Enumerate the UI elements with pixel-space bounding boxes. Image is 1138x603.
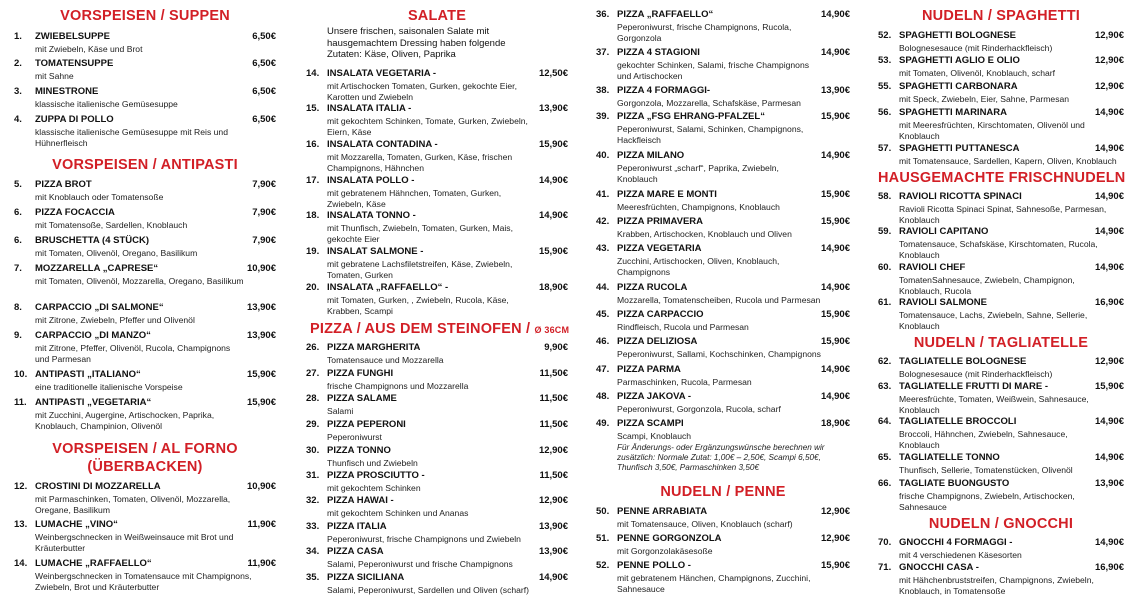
item-name: PIZZA JAKOVA - <box>617 391 692 402</box>
item-description: mit Tomaten, Gurken, , Zwiebeln, Rucola, Käse, Krabben, Scampi <box>327 295 509 316</box>
item-description: mit Mozzarella, Tomaten, Gurken, Käse, frischen Champignons, Hähnchen <box>327 152 513 173</box>
pizza-title-text: PIZZA / AUS DEM STEINOFEN / <box>310 321 531 337</box>
item-price: 14,90€ <box>1094 226 1124 237</box>
item-number: 1. <box>14 31 22 42</box>
item-description: mit gekochtem Schinken <box>327 483 421 493</box>
item-description: mit Tomatensoße, Sardellen, Knoblauch <box>35 220 188 230</box>
item-name: PENNE ARRABIATA <box>617 506 708 517</box>
item-description: mit gekochtem Schinken, Tomate, Gurken, Zwiebeln, Eiern, Käse <box>327 116 528 137</box>
item-number: 33. <box>306 521 320 532</box>
item-number: 14. <box>306 68 320 79</box>
item-name: RAVIOLI CHEF <box>899 262 966 273</box>
item-description: mit Tomatensauce, Sardellen, Kapern, Oliven, Knoblauch <box>899 156 1117 166</box>
item-number: 65. <box>878 452 892 463</box>
item-number: 31. <box>306 470 320 481</box>
item-number: 41. <box>596 189 610 200</box>
item-description: mit gebratenem Hähnchen, Tomaten, Gurken, Zwiebeln, Käse <box>327 188 502 209</box>
item-price: 13,90€ <box>538 521 568 532</box>
item-number: 19. <box>306 246 320 257</box>
item-description: Ravioli Ricotta Spinaci Spinat, Sahnesoße, Parmesan, Knoblauch <box>899 204 1107 225</box>
item-name: PENNE GORGONZOLA <box>617 533 722 544</box>
item-description: gekochter Schinken, Salami, frische Champignons und Artischocken <box>617 60 810 81</box>
item-description: mit Artischocken Tomaten, Gurken, gekochte Eier, Karotten und Zwiebeln <box>327 81 517 102</box>
item-name: INSALATA CONTADINA - <box>327 139 438 150</box>
item-number: 52. <box>878 30 892 41</box>
item-description: Peperoniwurst <box>327 432 382 442</box>
item-price: 7,90€ <box>252 179 276 190</box>
item-description: Peperoniwurst, Gorgonzola, Rucola, scharf <box>617 404 781 414</box>
item-number: 4. <box>14 114 22 125</box>
item-name: PIZZA VEGETARIA <box>617 243 702 254</box>
item-price: 15,90€ <box>820 560 850 571</box>
item-description: Rindfleisch, Rucola und Parmesan <box>617 322 749 332</box>
item-description: Salami, Peperoniwurst, Sardellen und Oliven (scharf) <box>327 585 530 595</box>
item-description: mit Zitrone, Zwiebeln, Pfeffer und Olivenöl <box>35 315 195 325</box>
item-number: 60. <box>878 262 892 273</box>
item-number: 28. <box>306 393 320 404</box>
item-name: PIZZA TONNO <box>327 445 391 456</box>
item-price: 10,90€ <box>246 481 276 492</box>
item-price: 15,90€ <box>820 336 850 347</box>
item-description: Meeresfrüchten, Champignons, Knoblauch <box>617 202 780 212</box>
item-description: klassische italienische Gemüsesuppe <box>35 99 178 109</box>
item-name: PIZZA PEPERONI <box>327 419 406 430</box>
item-number: 34. <box>306 546 320 557</box>
item-price: 14,90€ <box>538 175 568 186</box>
item-name: ANTIPASTI „VEGETARIA“ <box>35 397 152 408</box>
item-description: TomatenSahnesauce, Zwiebeln, Champignon, Knoblauch, Rucola <box>899 275 1075 296</box>
item-description: mit Tomatensauce, Oliven, Knoblauch (scharf) <box>617 519 793 529</box>
item-name: MOZZARELLA „CAPRESE“ <box>35 263 159 274</box>
item-name: BRUSCHETTA (4 STÜCK) <box>35 235 149 246</box>
item-name: PIZZA BROT <box>35 179 92 190</box>
item-description: mit Zwiebeln, Käse und Brot <box>35 44 143 54</box>
item-price: 14,90€ <box>1094 537 1124 548</box>
item-price: 11,50€ <box>539 393 568 404</box>
item-price: 11,90€ <box>247 558 276 569</box>
item-name: INSALATA „RAFFAELLO“ - <box>327 282 449 293</box>
item-number: 15. <box>306 103 320 114</box>
item-name: INSALATA VEGETARIA - <box>327 68 437 79</box>
item-name: TAGLIATELLE TONNO <box>899 452 1000 463</box>
item-description: Scampi, Knoblauch <box>617 431 692 441</box>
item-description: mit Knoblauch oder Tomatensoße <box>35 192 164 202</box>
item-description: Peperoniwurst, frische Champignons und Zwiebeln <box>327 534 521 544</box>
item-number: 13. <box>14 519 28 530</box>
item-number: 66. <box>878 478 892 489</box>
item-price: 7,90€ <box>252 235 276 246</box>
item-number: 70. <box>878 537 892 548</box>
item-description: mit Hähchenbruststreifen, Champignons, Zwiebeln, Knoblauch, in Tomatensoße <box>899 575 1094 596</box>
item-name: PIZZA HAWAI - <box>327 495 394 506</box>
item-price: 14,90€ <box>820 282 850 293</box>
item-price: 14,90€ <box>820 243 850 254</box>
item-description: Krabben, Artischocken, Knoblauch und Oliven <box>617 229 792 239</box>
section-title-al-forno: VORSPEISEN / AL FORNO <box>52 441 238 457</box>
item-number: 11. <box>14 397 27 408</box>
item-name: PIZZA „FSG EHRANG-PFALZEL“ <box>617 111 765 122</box>
item-price: 12,90€ <box>820 506 850 517</box>
item-price: 13,90€ <box>246 302 276 313</box>
item-number: 14. <box>14 558 28 569</box>
item-description: eine traditionelle italienische Vorspeise <box>35 382 183 392</box>
item-description: mit Meeresfrüchten, Kirschtomaten, Olivenöl und Knoblauch <box>899 120 1085 141</box>
item-name: CARPACCIO „DI SALMONE“ <box>35 302 164 313</box>
item-name: PIZZA MARGHERITA <box>327 342 421 353</box>
item-number: 59. <box>878 226 892 237</box>
item-number: 52. <box>596 560 610 571</box>
item-number: 57. <box>878 143 892 154</box>
item-price: 18,90€ <box>538 282 568 293</box>
item-name: LUMACHE „RAFFAELLO“ <box>35 558 152 569</box>
item-name: INSALATA ITALIA - <box>327 103 412 114</box>
item-name: TAGLIATELLE BOLOGNESE <box>899 356 1027 367</box>
item-price: 11,50€ <box>539 419 568 430</box>
item-number: 6. <box>14 235 22 246</box>
item-name: TAGLIATELLE FRUTTI DI MARE - <box>899 381 1048 392</box>
item-name: RAVIOLI CAPITANO <box>899 226 989 237</box>
item-description: Peperoniwurst, frische Champignons, Rucola, Gorgonzola <box>617 22 792 43</box>
item-price: 14,90€ <box>1094 143 1124 154</box>
item-number: 37. <box>596 47 610 58</box>
item-price: 14,90€ <box>820 391 850 402</box>
item-number: 16. <box>306 139 320 150</box>
section-title-spaghetti: NUDELN / SPAGHETTI <box>921 8 1080 24</box>
item-number: 64. <box>878 416 892 427</box>
item-description: Peperoniwurst, Salami, Schinken, Champignons, Hackfleisch <box>617 124 804 145</box>
item-name: PIZZA 4 FORMAGGI- <box>617 85 711 96</box>
item-number: 2. <box>14 58 22 69</box>
item-price: 14,90€ <box>1094 452 1124 463</box>
item-description: mit 4 verschiedenen Käsesorten <box>899 550 1022 560</box>
item-name: PIZZA PARMA <box>617 364 681 375</box>
item-description: mit gekochtem Schinken und Ananas <box>327 508 469 518</box>
item-price: 14,90€ <box>820 47 850 58</box>
item-number: 51. <box>596 533 610 544</box>
item-number: 45. <box>596 309 610 320</box>
section-title-tagliatelle: NUDELN / TAGLIATELLE <box>913 335 1089 351</box>
item-description: Parmaschinken, Rucola, Parmesan <box>617 377 752 387</box>
item-description: Peperoniwurst, Sallami, Kochschinken, Champignons <box>617 349 821 359</box>
item-number: 29. <box>306 419 320 430</box>
item-name: PIZZA FOCACCIA <box>35 207 115 218</box>
item-number: 40. <box>596 150 610 161</box>
item-name: PENNE POLLO - <box>617 560 691 571</box>
item-name: ANTIPASTI „ITALIANO“ <box>35 369 141 380</box>
item-name: PIZZA DELIZIOSA <box>617 336 698 347</box>
item-description: Bolognesesauce (mit Rinderhackfleisch) <box>899 369 1053 379</box>
item-price: 16,90€ <box>1094 297 1124 308</box>
item-name: TOMATENSUPPE <box>35 58 114 69</box>
item-number: 53. <box>878 55 892 66</box>
item-name: CARPACCIO „DI MANZO“ <box>35 330 151 341</box>
item-description: frische Champignons und Mozzarella <box>327 381 469 391</box>
item-price: 13,90€ <box>1094 478 1124 489</box>
item-price: 15,90€ <box>820 216 850 227</box>
item-number: 10. <box>14 369 28 380</box>
item-name: SPAGHETTI BOLOGNESE <box>899 30 1017 41</box>
item-number: 6. <box>14 207 22 218</box>
item-name: GNOCCHI 4 FORMAGGI - <box>899 537 1013 548</box>
item-price: 14,90€ <box>1094 262 1124 273</box>
item-name: PIZZA CARPACCIO <box>617 309 704 320</box>
item-description: klassische italienische Gemüsesuppe mit Reis und Hühnerfleisch <box>35 127 228 148</box>
item-description: mit Sahne <box>35 71 74 81</box>
item-number: 61. <box>878 297 892 308</box>
item-number: 5. <box>14 179 22 190</box>
item-price: 16,90€ <box>1094 562 1124 573</box>
item-number: 50. <box>596 506 610 517</box>
item-price: 6,50€ <box>252 58 276 69</box>
section-title-gnocchi: NUDELN / GNOCCHI <box>928 516 1074 532</box>
item-name: PIZZA MARE E MONTI <box>617 189 717 200</box>
pizza-size: Ø 36CM <box>534 325 570 335</box>
item-price: 12,90€ <box>820 533 850 544</box>
item-name: PIZZA MILANO <box>617 150 685 161</box>
item-number: 17. <box>306 175 320 186</box>
item-price: 12,90€ <box>1094 30 1124 41</box>
item-name: PIZZA PRIMAVERA <box>617 216 704 227</box>
item-name: TAGLIATE BUONGUSTO <box>899 478 1010 489</box>
item-name: PIZZA SCAMPI <box>617 418 684 429</box>
item-name: TAGLIATELLE BROCCOLI <box>899 416 1017 427</box>
item-name: INSALAT SALMONE - <box>327 246 424 257</box>
item-price: 15,90€ <box>820 309 850 320</box>
item-price: 15,90€ <box>1094 381 1124 392</box>
item-description: mit Zucchini, Augergine, Artischocken, Paprika, Knoblauch, Champinion, Olivenöl <box>35 410 215 431</box>
item-number: 56. <box>878 107 892 118</box>
item-number: 42. <box>596 216 610 227</box>
item-name: INSALATA TONNO - <box>327 210 416 221</box>
item-name: PIZZA ITALIA <box>327 521 387 532</box>
item-description: Mozzarella, Tomatenscheiben, Rucola und Parmesan <box>617 295 821 305</box>
item-description: mit Thunfisch, Zwiebeln, Tomaten, Gurken, Mais, gekochte Eier <box>327 223 513 244</box>
item-name: SPAGHETTI AGLIO E OLIO <box>899 55 1020 66</box>
item-price: 12,90€ <box>538 445 568 456</box>
item-number: 55. <box>878 81 892 92</box>
item-number: 71. <box>878 562 892 573</box>
item-description: Thunfisch und Zwiebeln <box>327 458 418 468</box>
item-price: 12,50€ <box>538 68 568 79</box>
item-number: 27. <box>306 368 320 379</box>
item-description: mit Tomaten, Olivenöl, Mozzarella, Oregano, Basilikum <box>35 276 244 286</box>
surcharge-note: Für Änderungs- oder Ergänzungswünsche berechnen wir zusätzlich: Normale Zutat: 1,00€ – 2,50€, Scampi 6,50€, Thunfisch 3,50€, Parmaschinken 3,50€ <box>617 443 825 472</box>
item-name: SPAGHETTI CARBONARA <box>899 81 1018 92</box>
item-description: mit Tomaten, Olivenöl, Knoblauch, scharf <box>899 68 1056 78</box>
item-price: 15,90€ <box>538 139 568 150</box>
item-price: 15,90€ <box>246 397 276 408</box>
item-price: 14,90€ <box>1094 191 1124 202</box>
item-description: mit Zitrone, Pfeffer, Olivenöl, Rucola, Champignons und Parmesan <box>35 343 231 364</box>
item-price: 14,90€ <box>820 364 850 375</box>
item-price: 15,90€ <box>820 111 850 122</box>
item-name: GNOCCHI CASA - <box>899 562 979 573</box>
section-title-frischnudeln: HAUSGEMACHTE FRISCHNUDELN <box>878 170 1126 186</box>
salate-intro: Unsere frischen, saisonalen Salate mit hausgemachtem Dressing haben folgende Zutaten: Käse, Oliven, Paprika <box>327 26 506 60</box>
item-description: mit Tomaten, Olivenöl, Oregano, Basilikum <box>35 248 198 258</box>
section-subtitle-ueberbacken: (ÜBERBACKEN) <box>87 459 203 475</box>
item-name: PIZZA FUNGHI <box>327 368 394 379</box>
section-title-vorspeisen-suppen: VORSPEISEN / SUPPEN <box>60 8 230 24</box>
item-number: 36. <box>596 9 610 20</box>
section-title-penne: NUDELN / PENNE <box>660 484 786 500</box>
item-name: PIZZA SICILIANA <box>327 572 405 583</box>
item-price: 13,90€ <box>246 330 276 341</box>
item-description: Tomatensauce, Lachs, Zwiebeln, Sahne, Sellerie, Knoblauch <box>899 310 1088 331</box>
item-price: 14,90€ <box>820 9 850 20</box>
item-number: 9. <box>14 330 22 341</box>
section-title-vorspeisen-antipasti: VORSPEISEN / ANTIPASTI <box>52 157 238 173</box>
item-price: 11,50€ <box>539 470 568 481</box>
item-description: Weinbergschnecken in Tomatensauce mit Champignons, Zwiebeln, Brot und Kräuterbutter <box>35 571 252 592</box>
item-number: 35. <box>306 572 320 583</box>
item-description: frische Champignons, Zwiebeln, Artischocken, Sahnesauce <box>899 491 1075 512</box>
item-price: 14,90€ <box>820 150 850 161</box>
item-name: MINESTRONE <box>35 86 99 97</box>
item-number: 18. <box>306 210 320 221</box>
item-price: 6,50€ <box>252 31 276 42</box>
item-price: 15,90€ <box>246 369 276 380</box>
item-description: Salami <box>327 406 354 416</box>
item-name: PIZZA CASA <box>327 546 384 557</box>
item-number: 43. <box>596 243 610 254</box>
item-price: 10,90€ <box>246 263 276 274</box>
item-description: Weinbergschnecken in Weißweinsauce mit Brot und Kräuterbutter <box>35 532 234 553</box>
item-price: 11,90€ <box>247 519 276 530</box>
item-price: 14,90€ <box>1094 416 1124 427</box>
item-number: 7. <box>14 263 22 274</box>
item-name: PIZZA PROSCIUTTO - <box>327 470 425 481</box>
item-name: PIZZA RUCOLA <box>617 282 688 293</box>
item-number: 32. <box>306 495 320 506</box>
item-number: 26. <box>306 342 320 353</box>
item-number: 47. <box>596 364 610 375</box>
item-price: 15,90€ <box>820 189 850 200</box>
item-number: 58. <box>878 191 892 202</box>
item-description: Gorgonzola, Mozzarella, Schafskäse, Parmesan <box>617 98 801 108</box>
item-number: 30. <box>306 445 320 456</box>
item-number: 8. <box>14 302 22 313</box>
item-price: 12,90€ <box>1094 55 1124 66</box>
section-title-pizza <box>310 321 569 337</box>
item-description: Peperoniwurst „scharf“, Paprika, Zwiebeln, Knoblauch <box>617 163 779 184</box>
item-description: mit gebratene Lachsfiletstreifen, Käse, Zwiebeln, Tomaten, Gurken <box>327 259 513 280</box>
item-price: 11,50€ <box>539 368 568 379</box>
item-price: 9,90€ <box>544 342 568 353</box>
item-price: 7,90€ <box>252 207 276 218</box>
item-number: 46. <box>596 336 610 347</box>
item-name: CROSTINI DI MOZZARELLA <box>35 481 161 492</box>
item-number: 20. <box>306 282 320 293</box>
item-name: INSALATA POLLO - <box>327 175 415 186</box>
item-price: 12,90€ <box>1094 356 1124 367</box>
item-number: 49. <box>596 418 610 429</box>
item-description: Tomatensauce und Mozzarella <box>327 355 444 365</box>
item-number: 48. <box>596 391 610 402</box>
item-name: PIZZA „RAFFAELLO“ <box>617 9 714 20</box>
item-price: 14,90€ <box>538 210 568 221</box>
item-price: 6,50€ <box>252 114 276 125</box>
item-number: 44. <box>596 282 610 293</box>
item-description: mit Parmaschinken, Tomaten, Olivenöl, Mozzarella, Oregane, Basilikum <box>35 494 231 515</box>
item-number: 12. <box>14 481 28 492</box>
item-number: 63. <box>878 381 892 392</box>
item-description: Tomatensauce, Schafskäse, Kirschtomaten, Rucola, Knoblauch <box>899 239 1098 260</box>
item-price: 6,50€ <box>252 86 276 97</box>
item-name: SPAGHETTI PUTTANESCA <box>899 143 1020 154</box>
item-description: mit Speck, Zwiebeln, Eier, Sahne, Parmesan <box>899 94 1070 104</box>
item-description: Zucchini, Artischocken, Oliven, Knoblauch, Champignons <box>617 256 780 277</box>
item-name: SPAGHETTI MARINARA <box>899 107 1008 118</box>
section-title-salate: SALATE <box>407 8 467 24</box>
item-name: RAVIOLI SALMONE <box>899 297 987 308</box>
item-price: 14,90€ <box>538 572 568 583</box>
item-number: 3. <box>14 86 22 97</box>
item-number: 62. <box>878 356 892 367</box>
item-price: 13,90€ <box>538 546 568 557</box>
item-price: 18,90€ <box>820 418 850 429</box>
item-price: 12,90€ <box>1094 81 1124 92</box>
item-description: mit gebratenem Hänchen, Champignons, Zucchini, Sahnesauce <box>617 573 811 594</box>
item-name: ZWIEBELSUPPE <box>35 31 110 42</box>
item-number: 38. <box>596 85 610 96</box>
item-description: Salami, Peperoniwurst und frische Champignons <box>327 559 513 569</box>
item-description: mit Gorgonzolakäsesoße <box>617 546 713 556</box>
item-description: Thunfisch, Sellerie, Tomatenstücken, Olivenöl <box>899 465 1073 475</box>
item-name: PIZZA SALAME <box>327 393 397 404</box>
item-price: 15,90€ <box>538 246 568 257</box>
item-name: LUMACHE „VINO“ <box>35 519 118 530</box>
item-description: Broccoli, Hähnchen, Zwiebeln, Sahnesauce, Knoblauch <box>899 429 1068 450</box>
item-number: 39. <box>596 111 610 122</box>
item-description: Bolognesesauce (mit Rinderhackfleisch) <box>899 43 1053 53</box>
item-price: 12,90€ <box>538 495 568 506</box>
item-description: Meeresfrüchte, Tomaten, Weißwein, Sahnesauce, Knoblauch <box>899 394 1089 415</box>
item-name: RAVIOLI RICOTTA SPINACI <box>899 191 1022 202</box>
item-name: PIZZA 4 STAGIONI <box>617 47 700 58</box>
item-price: 14,90€ <box>1094 107 1124 118</box>
item-name: ZUPPA DI POLLO <box>35 114 114 125</box>
item-price: 13,90€ <box>538 103 568 114</box>
item-price: 13,90€ <box>820 85 850 96</box>
